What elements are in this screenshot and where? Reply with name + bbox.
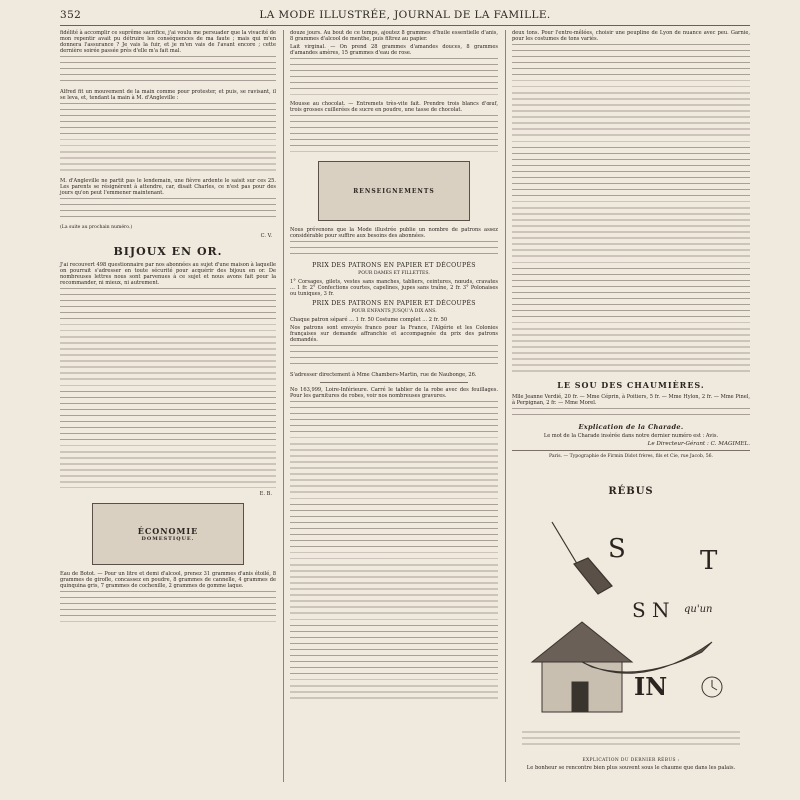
story-paragraph: fidélité à accomplir ce suprême sacrifice, j'ai voulu me persuader que la vivacité de mon repentir avait pu détruire les conséquences de ma faute ; mais qui m'en donnera l'assurance ? Je vais la fuir, et je m'en vais de l'avant encore ; cette dernière soirée passée près d'elle m'a fait mal. — [60, 30, 276, 55]
text-lines — [60, 56, 276, 86]
bijoux-heading: BIJOUX EN OR. — [113, 245, 223, 259]
text-lines — [60, 103, 276, 175]
bijoux-paragraph: J'ai recouvert 498 questionnaire par nos abonnées au sujet d'une maison à laquelle on pourrait s'adresser en toute sécurité pour acquérir des bijoux en or. De nombreuses lettres nous sont parvenues à ce sujet et nous avons fait pour la recommander, ni mieux, ni autrement. — [60, 262, 276, 287]
text-lines — [60, 591, 276, 627]
section-rule — [320, 382, 468, 383]
prix-heading-dames: PRIX DES PATRONS EN PAPIER ET DÉCOUPÉS — [312, 262, 476, 270]
charade-heading: Explication de la Charade. — [578, 423, 684, 432]
story-paragraph: M. d'Angleville ne partit pas le lendemain, une fièvre ardente le saisit sur ces 25. Les parents se résignèrent à attendre, car, disait Charles, ce n'est pas pour des jours qu'on peut l'emmener maintenant. — [60, 178, 276, 197]
renseignements-banner — [318, 161, 470, 221]
prix-subheading-enfants: POUR ENFANTS JUSQU'À DIX ANS. — [351, 309, 437, 315]
header-rule — [60, 25, 750, 26]
rebus-letter-s: S — [608, 534, 626, 564]
directeur-line: Le Directeur-Gérant : C. MAGIMEL. — [647, 441, 750, 448]
broom-drawing — [552, 522, 612, 594]
prix-heading-enfants: PRIX DES PATRONS EN PAPIER ET DÉCOUPÉS — [312, 300, 476, 308]
text-lines — [290, 241, 498, 259]
economie-title: ÉCONOMIE — [137, 526, 199, 537]
sou-heading: LE SOU DES CHAUMIÈRES. — [557, 380, 705, 391]
recipe-paragraph: Mousse au chocolat. — Entremets très-vite fait. Prendre trois blancs d'œuf, trois grosses cuillerées de sucre en poudre, une tasse de chocolat. — [290, 101, 498, 114]
envoi-paragraph: Nos patrons sont envoyés franco pour la France, l'Algérie et les Colonies françaises sur demande affranchie et accompagnée du prix des patrons demandés. — [290, 324, 498, 343]
rebus-caption: Le bonheur se rencontre bien plus souvent sous le chaume que dans les palais. — [526, 765, 736, 771]
rebus-letters-sn: S N — [632, 598, 670, 622]
rebus-illustration — [512, 486, 750, 786]
prix-list-dames: 1° Corsages, gilets, vestes sans manches, tabliers, ceintures, nœuds, cravates ... 1 fr. 2° Confections courtes, capelines, jupes sans traîne, 2 fr. 3° Polonaises ou tuniques, 3 fr. — [290, 278, 498, 298]
text-lines — [290, 401, 498, 701]
rebus-word-quun: qu'un — [684, 604, 713, 615]
story-signature: C. V. — [260, 233, 272, 240]
text-lines — [512, 408, 750, 420]
section-rule — [512, 450, 750, 451]
ground-hatching — [522, 732, 740, 744]
clock-drawing — [702, 677, 722, 697]
sou-paragraph: Mlle Jeanne Verdié, 20 fr. — Mme Céprin, à Poitiers, 5 fr. — Mme Hylon, 2 fr. — Mme Pinel, à Perpignan, 2 fr. — Mme Morel. — [512, 394, 750, 407]
economie-banner — [92, 503, 244, 565]
text-lines — [60, 288, 276, 488]
text-lines — [60, 198, 276, 222]
recipe-paragraph: douze jours. Au bout de ce temps, ajoutez 8 grammes d'huile essentielle d'anis, 8 grammes d'alcool de menthe, puis filtrez au papier. — [290, 30, 498, 43]
bijoux-signature: E. B. — [259, 491, 272, 498]
adresse-paragraph: S'adresser directement à Mme Chambers-Martin, rue de Naubonge, 26. — [290, 371, 477, 378]
text-lines — [290, 345, 498, 369]
text-lines — [290, 58, 498, 98]
rebus-caption-title: EXPLICATION DU DERNIER RÉBUS : — [582, 758, 680, 763]
column-left — [60, 30, 276, 630]
prix-subheading-dames: POUR DAMES ET FILLETTES. — [358, 271, 430, 277]
rebus-letter-t: T — [700, 546, 718, 576]
rebus-drawing — [512, 502, 750, 772]
economie-subtitle: DOMESTIQUE. — [141, 536, 195, 543]
column-separator — [505, 30, 506, 782]
economie-paragraph: Eau de Botot. — Pour un litre et demi d'alcool, prenez 31 grammes d'anis étoilé, 8 grammes de girofle, concassez en poudre, 8 grammes de cannelle, 4 grammes de quinquina gris, 7 grammes de cochenille, 2 grammes de gomme laque. — [60, 571, 276, 590]
page-number: 352 — [60, 9, 82, 21]
text-lines — [290, 115, 498, 155]
story-byline: (La suite au prochain numéro.) — [60, 225, 133, 231]
charade-paragraph: Le mot de la Charade insérée dans notre dernier numéro est : Avis. — [543, 433, 719, 440]
rebus-title: RÉBUS — [608, 486, 654, 497]
running-header — [60, 9, 750, 23]
text-lines — [512, 44, 750, 374]
column-separator — [283, 30, 284, 782]
correspondance-paragraph: No 163,999, Loire-Inférieure. Carré le tablier de la robe avec des feuillages. Pour les garnitures de robes, voir nos nombreuses gravures. — [290, 386, 498, 399]
rebus-letters-in: IN — [634, 672, 668, 701]
prix-list-enfants: Chaque patron séparé ... 1 fr. 50 Costume complet ... 2 fr. 50 — [290, 316, 448, 323]
story-paragraph: Alfred fit un mouvement de la main comme pour protester, et puis, se ravisant, il se leva, et, tendant la main à M. d'Angleville : — [60, 89, 276, 102]
renseignements-title: RENSEIGNEMENTS — [353, 187, 435, 195]
recipe-paragraph: Lait virginal. — On prend 28 grammes d'amandes douces, 8 grammes d'amandes amères, 15 grammes d'eau de rose. — [290, 44, 498, 57]
column-right — [512, 30, 750, 462]
renseignements-paragraph: Nous prévenons que la Mode illustrée publie un nombre de patrons assez considérable pour suffire aux besoins des abonnées. — [290, 227, 498, 240]
cottage-drawing — [532, 622, 632, 712]
correspondance-paragraph: deux tons. Pour l'entre-mêlées, choisir une peupline de Lyon de nuance avec peu. Garnie, pour les costumes de tons variés. — [512, 30, 750, 43]
journal-title: LA MODE ILLUSTRÉE, JOURNAL DE LA FAMILLE. — [259, 9, 551, 21]
column-middle — [290, 30, 498, 704]
imprimerie-line: Paris. — Typographie de Firmin Didot frères, fils et Cie, rue Jacob, 56. — [548, 454, 713, 460]
